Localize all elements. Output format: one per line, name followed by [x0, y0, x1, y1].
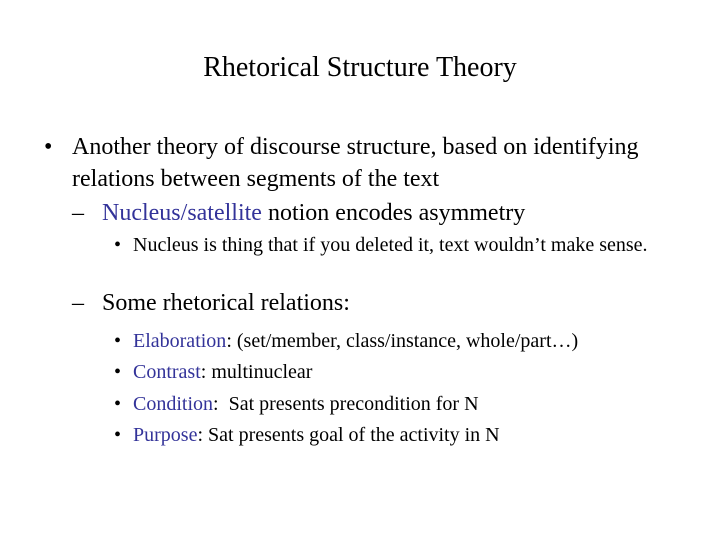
slide-title: Rhetorical Structure Theory	[203, 52, 517, 83]
sub-bullet-text: Some rhetorical relations:	[102, 290, 350, 316]
bullet-marker: •	[114, 393, 122, 415]
bullet-marker: •	[114, 330, 122, 352]
dash-marker: –	[72, 290, 84, 316]
relation-description: : Sat presents goal of the activity in N	[197, 424, 500, 446]
term-nucleus-satellite: Nucleus/satellite	[102, 200, 262, 226]
dash-marker: –	[72, 200, 84, 226]
bullet-text: Another theory of discourse structure, based on identifying relations between segments of the text	[72, 134, 639, 192]
relation-condition	[114, 391, 479, 418]
relation-term: Condition	[133, 393, 214, 415]
relation-description: : (set/member, class/instance, whole/part…)	[226, 330, 579, 352]
relation-term: Elaboration	[133, 330, 227, 352]
bullet-marker: •	[114, 234, 122, 256]
sub-bullet-text: notion encodes asymmetry	[261, 200, 526, 226]
sub-bullet-rhetorical-relations	[72, 287, 350, 319]
bullet-marker: •	[114, 361, 122, 383]
relation-description: : Sat presents precondition for N	[213, 393, 479, 415]
point-text: Nucleus is thing that if you deleted it, text wouldn’t make sense.	[133, 234, 648, 256]
bullet-marker: •	[44, 134, 53, 160]
sub-bullet-nucleus-satellite	[72, 197, 525, 229]
bullet-discourse-theory	[44, 131, 684, 195]
relation-elaboration	[114, 328, 578, 355]
relation-term: Purpose	[133, 424, 198, 446]
point-nucleus-definition	[114, 232, 654, 259]
relation-description: : multinuclear	[200, 361, 313, 383]
bullet-marker: •	[114, 424, 122, 446]
relation-purpose	[114, 422, 500, 449]
relation-contrast	[114, 359, 312, 386]
relation-term: Contrast	[133, 361, 201, 383]
